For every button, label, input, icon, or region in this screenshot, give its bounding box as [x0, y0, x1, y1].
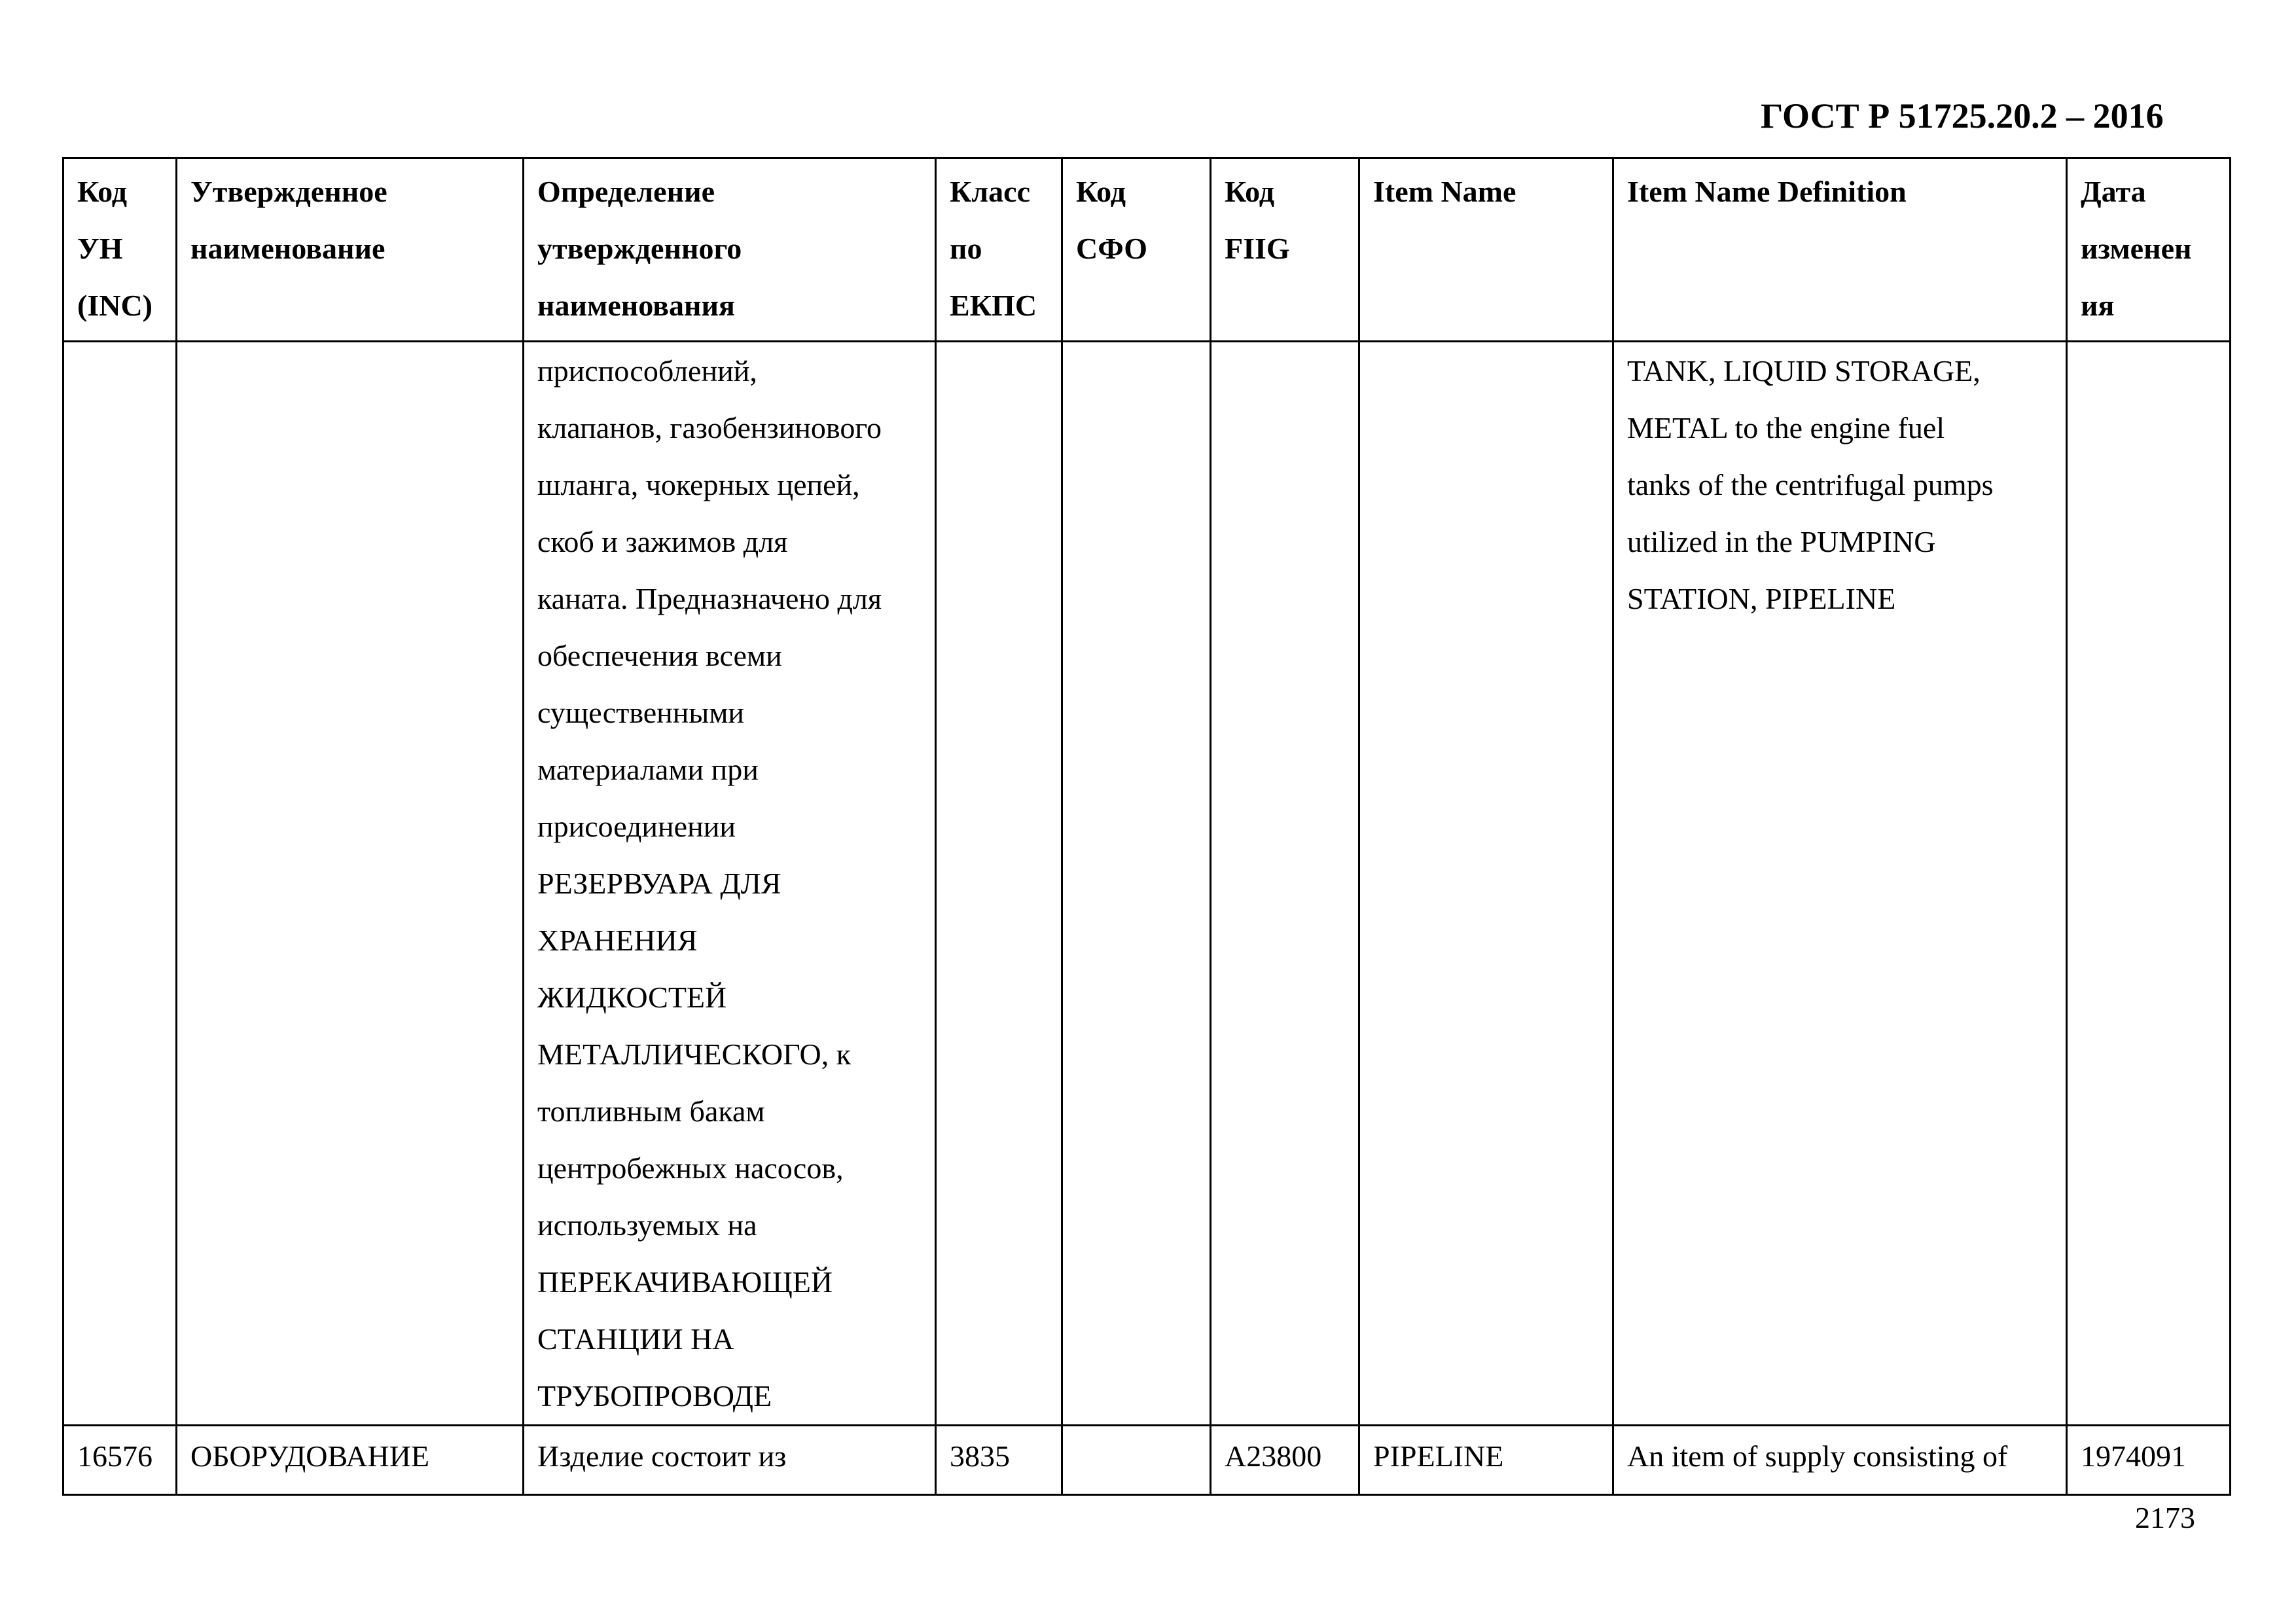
cell-definition: приспособлений, клапанов, газобензинового шланга, чокерных цепей, скоб и зажимов для каната. Предназначено для обеспечения всеми существенными материалами при присоединении РЕЗЕРВУАРА ДЛЯ ХРАНЕНИЯ ЖИДКОСТЕЙ МЕТАЛЛИЧЕСКОГО, к топливным бакам центробежных насосов, используемых на ПЕРЕКАЧИВАЮЩЕЙ СТАНЦИИ НА ТРУБОПРОВОДЕ: [524, 342, 936, 1426]
cell-inc: 16576: [63, 1426, 177, 1495]
column-header-sfo: Код СФО: [1062, 158, 1211, 342]
table-row: [63, 342, 2231, 1426]
column-header-item-name: Item Name: [1359, 158, 1613, 342]
cell-item-name: PIPELINE: [1359, 1426, 1613, 1495]
column-header-inc: Код УН (INC): [63, 158, 177, 342]
cell-class: 3835: [936, 1426, 1062, 1495]
cell-approved-name: ОБОРУДОВАНИЕ: [177, 1426, 524, 1495]
column-header-class: Класс по ЕКПС: [936, 158, 1062, 342]
cell-sfo: [1062, 1426, 1211, 1495]
column-header-definition: Определение утвержденного наименования: [524, 158, 936, 342]
cell-inc: [63, 342, 177, 1426]
page-number: 2173: [2135, 1501, 2195, 1534]
column-header-approved-name: Утвержденное наименование: [177, 158, 524, 342]
cell-approved-name: [177, 342, 524, 1426]
classification-table: [62, 157, 2231, 1496]
table-header-row: [63, 158, 2231, 342]
cell-item-name-definition: An item of supply consisting of: [1613, 1426, 2067, 1495]
cell-item-name: [1359, 342, 1613, 1426]
cell-item-name-definition: TANK, LIQUID STORAGE, METAL to the engine fuel tanks of the centrifugal pumps utilized in the PUMPING STATION, PIPELINE: [1613, 342, 2067, 1426]
cell-date: [2067, 342, 2231, 1426]
cell-sfo: [1062, 342, 1211, 1426]
column-header-item-name-definition: Item Name Definition: [1613, 158, 2067, 342]
column-header-fiig: Код FIIG: [1211, 158, 1359, 342]
cell-fiig: [1211, 342, 1359, 1426]
table-row: [63, 1426, 2231, 1495]
cell-date: 1974091: [2067, 1426, 2231, 1495]
cell-definition: Изделие состоит из: [524, 1426, 936, 1495]
document-header-standard: ГОСТ Р 51725.20.2 – 2016: [1761, 96, 2164, 135]
column-header-date: Дата изменен ия: [2067, 158, 2231, 342]
cell-class: [936, 342, 1062, 1426]
cell-fiig: A23800: [1211, 1426, 1359, 1495]
